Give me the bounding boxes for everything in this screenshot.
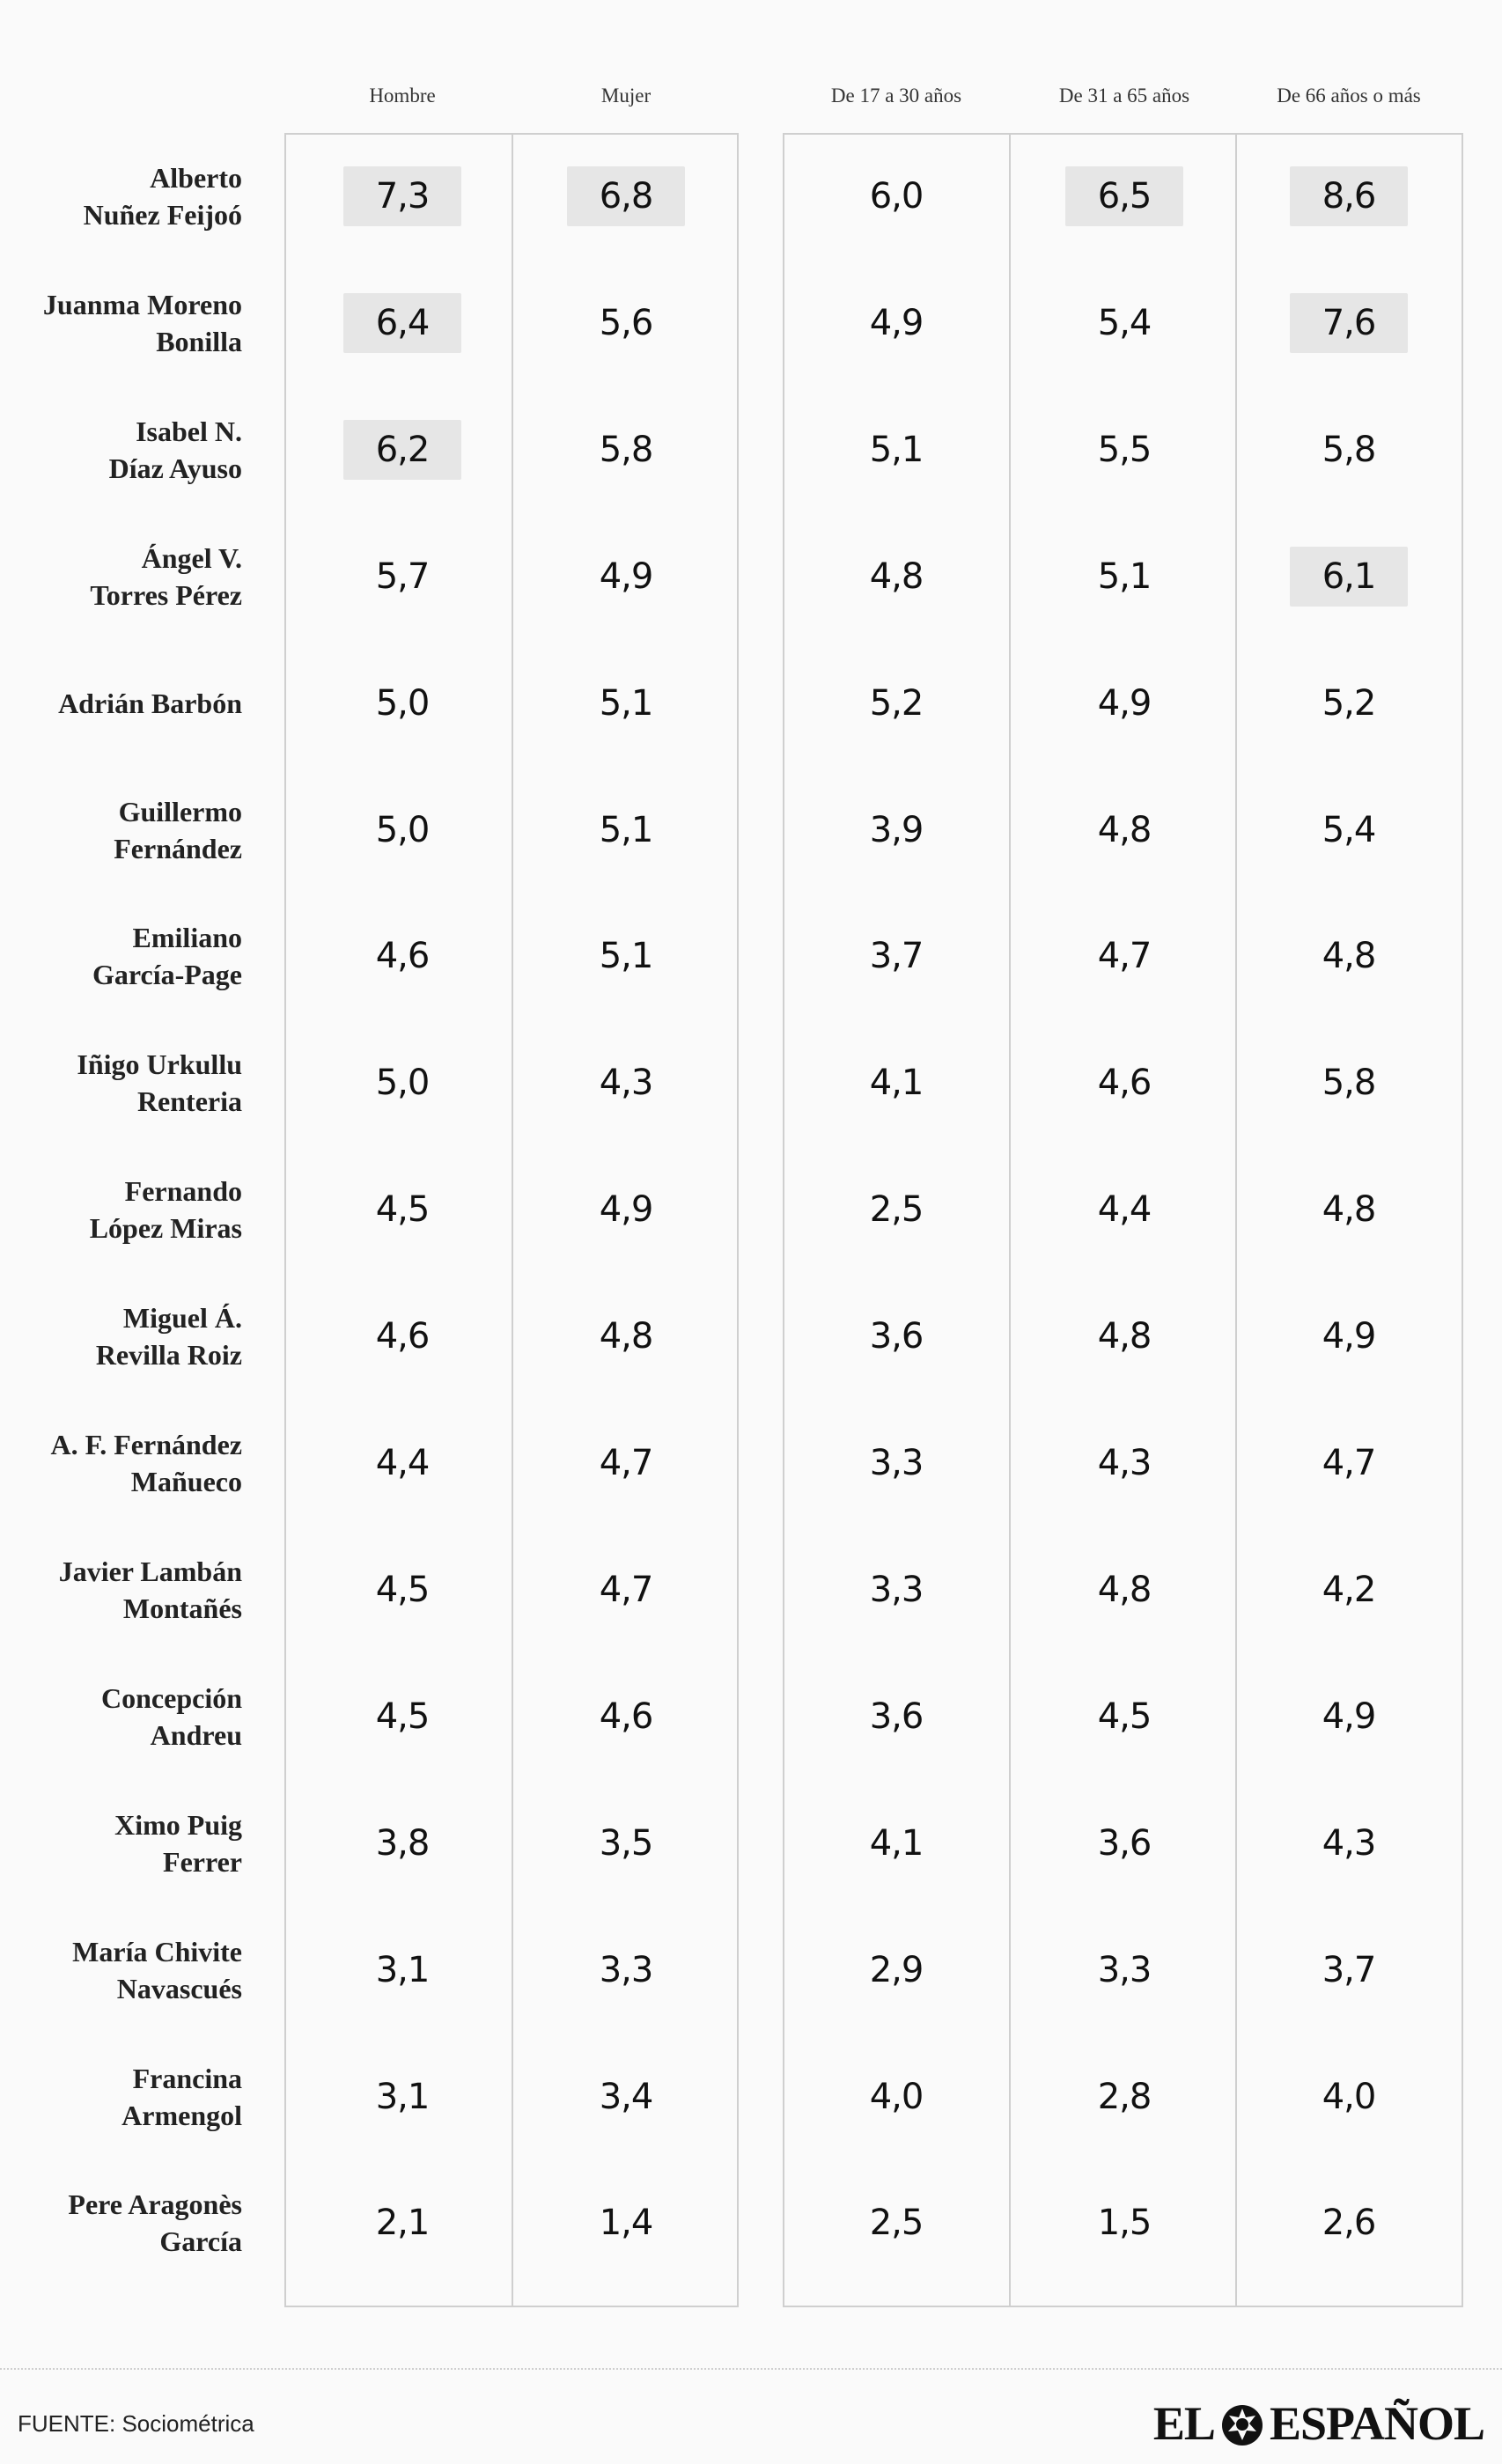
column-header: De 66 años o más (1277, 85, 1421, 107)
rating-cell: 4,5 (375, 1569, 430, 1610)
politician-name (0, 152, 242, 240)
politician-name-line: Guillermo (118, 795, 242, 827)
politician-name-line: Emiliano (132, 922, 242, 954)
rating-cell: 4,5 (1097, 1695, 1152, 1737)
rating-cell: 4,8 (869, 555, 924, 597)
rating-cell: 3,7 (1322, 1949, 1376, 1990)
rating-cell-highlighted: 7,6 (1290, 293, 1408, 353)
rating-cell: 4,1 (869, 1063, 924, 1104)
column-header: De 17 a 30 años (830, 85, 962, 107)
politician-name (0, 533, 242, 621)
rating-cell: 4,6 (375, 1316, 430, 1357)
politician-name-line: Renteria (136, 1085, 242, 1118)
rating-cell: 5,4 (1097, 302, 1152, 343)
rating-cell: 5,8 (1322, 1063, 1376, 1104)
rating-cell: 5,7 (375, 555, 430, 597)
rating-cell: 3,8 (375, 1822, 430, 1864)
politician-name (0, 406, 242, 494)
politician-name-line: Díaz Ayuso (108, 452, 242, 484)
rating-cell: 2,5 (869, 1189, 924, 1231)
rating-cell: 4,4 (375, 1443, 430, 1483)
rating-cell: 4,9 (1322, 1316, 1376, 1357)
politician-name-line: Revilla Roiz (95, 1339, 242, 1372)
rating-cell: 5,0 (375, 809, 430, 850)
rating-cell-highlighted: 7,3 (343, 166, 461, 226)
rating-cell: 4,9 (1322, 1695, 1376, 1737)
politician-name (0, 1039, 242, 1127)
politician-name-line: Francina (132, 2062, 242, 2094)
politician-name-line: Montañés (122, 1592, 242, 1624)
politician-name-line: Navascués (116, 1972, 242, 2004)
rating-cell: 5,1 (869, 429, 924, 470)
rating-cell: 3,3 (869, 1443, 924, 1483)
source-note: FUENTE: Sociométrica (18, 2410, 254, 2437)
rating-cell: 4,9 (1097, 682, 1152, 724)
rating-cell: 4,2 (1322, 1569, 1376, 1610)
rating-cell: 4,7 (599, 1443, 653, 1483)
politician-name (0, 912, 242, 1000)
rating-cell: 2,6 (1322, 2203, 1376, 2244)
politician-name-line: Ximo Puig (114, 1808, 242, 1841)
rating-cell: 3,9 (869, 809, 924, 850)
rating-cell: 4,9 (599, 555, 653, 597)
rating-cell: 4,6 (375, 936, 430, 977)
rating-cell: 4,6 (1097, 1063, 1152, 1104)
column-header: Hombre (369, 85, 436, 107)
rating-cell: 4,1 (869, 1822, 924, 1864)
rating-cell: 4,7 (1097, 936, 1152, 977)
rating-cell: 5,5 (1097, 429, 1152, 470)
politician-name-line: María Chivite (72, 1935, 242, 1968)
politician-name (0, 1926, 242, 2014)
politician-name (0, 2053, 242, 2141)
politician-name-line: Andreu (150, 1718, 242, 1751)
politician-name (0, 1673, 242, 1761)
politician-name-line: Alberto (150, 162, 242, 194)
rating-cell: 3,4 (599, 2076, 653, 2117)
rating-cell: 5,0 (375, 682, 430, 724)
politician-name (0, 786, 242, 874)
politician-name-line: Miguel Á. (122, 1302, 242, 1335)
rating-cell-highlighted: 6,1 (1290, 547, 1408, 607)
rating-cell: 3,7 (869, 936, 924, 977)
politician-name-line: García-Page (92, 959, 242, 991)
politician-name-line: López Miras (89, 1212, 242, 1245)
rating-cell: 5,8 (599, 429, 653, 470)
column-header: De 31 a 65 años (1058, 85, 1190, 107)
politician-name-line: Torres Pérez (90, 578, 242, 611)
politician-name (0, 279, 242, 367)
rating-cell: 2,5 (869, 2203, 924, 2244)
rating-cell: 5,1 (599, 809, 653, 850)
rating-cell: 3,1 (375, 1949, 430, 1990)
politician-name-line: Pere Aragonès (68, 2188, 242, 2221)
politician-name-line: Concepción (101, 1681, 242, 1714)
politician-name-line: Fernández (114, 832, 242, 864)
rating-cell-highlighted: 6,8 (567, 166, 685, 226)
rating-cell: 4,0 (1322, 2076, 1376, 2117)
age-divider-1 (1009, 133, 1011, 2307)
rating-cell: 3,6 (869, 1316, 924, 1357)
column-header: Mujer (600, 85, 652, 107)
lion-icon (1219, 2400, 1266, 2447)
rating-cell: 5,2 (1322, 682, 1376, 724)
rating-cell: 5,0 (375, 1063, 430, 1104)
politician-name-line: Ángel V. (141, 541, 242, 574)
politician-name-line: Fernando (124, 1175, 242, 1208)
age-divider-2 (1235, 133, 1237, 2307)
rating-cell: 3,3 (1097, 1949, 1152, 1990)
rating-cell: 4,7 (599, 1569, 653, 1610)
rating-cell-highlighted: 6,4 (343, 293, 461, 353)
rating-cell: 5,1 (599, 682, 653, 724)
rating-cell: 4,6 (599, 1695, 653, 1737)
rating-cell: 4,8 (1097, 1569, 1152, 1610)
rating-cell: 4,3 (599, 1063, 653, 1104)
footer-divider (0, 2368, 1502, 2370)
rating-cell: 4,8 (1097, 809, 1152, 850)
rating-cell: 3,6 (1097, 1822, 1152, 1864)
politician-name-line: Adrián Barbón (58, 687, 242, 719)
gender-divider (512, 133, 513, 2307)
politician-name-line: Bonilla (156, 325, 242, 357)
rating-cell: 4,4 (1097, 1189, 1152, 1231)
politician-name (0, 2179, 242, 2267)
politician-name-line: Juanma Moreno (42, 288, 242, 320)
rating-cell: 2,1 (375, 2203, 430, 2244)
logo-text-right: ESPAÑOL (1269, 2397, 1484, 2450)
rating-cell: 3,5 (599, 1822, 653, 1864)
rating-cell: 2,9 (869, 1949, 924, 1990)
rating-cell: 4,3 (1097, 1443, 1152, 1483)
politician-name-line: García (159, 2225, 242, 2258)
rating-cell: 4,8 (1322, 1189, 1376, 1231)
rating-cell: 1,5 (1097, 2203, 1152, 2244)
rating-cell: 4,8 (1322, 936, 1376, 977)
logo-text-left: EL (1152, 2397, 1215, 2450)
rating-cell: 3,1 (375, 2076, 430, 2117)
el-espanol-logo (1153, 2396, 1484, 2451)
politician-name-line: A. F. Fernández (50, 1429, 242, 1460)
politician-name-line: Mañueco (130, 1466, 242, 1497)
rating-cell-highlighted: 8,6 (1290, 166, 1408, 226)
rating-cell: 4,7 (1322, 1443, 1376, 1483)
rating-cell: 4,0 (869, 2076, 924, 2117)
rating-cell: 5,1 (599, 936, 653, 977)
rating-cell-highlighted: 6,2 (343, 420, 461, 480)
rating-cell: 4,9 (869, 302, 924, 343)
rating-cell-highlighted: 6,5 (1065, 166, 1183, 226)
rating-cell: 3,6 (869, 1695, 924, 1737)
rating-cell: 2,8 (1097, 2076, 1152, 2117)
rating-cell: 4,3 (1322, 1822, 1376, 1864)
politician-name (0, 659, 242, 747)
politician-name (0, 1546, 242, 1634)
rating-cell: 5,2 (869, 682, 924, 724)
rating-cell: 5,6 (599, 302, 653, 343)
rating-cell: 5,4 (1322, 809, 1376, 850)
rating-cell: 4,8 (599, 1316, 653, 1357)
politician-name-line: Iñigo Urkullu (77, 1048, 242, 1081)
rating-cell: 6,0 (869, 176, 924, 217)
rating-cell: 4,5 (375, 1189, 430, 1231)
politician-name-line: Armengol (121, 2099, 242, 2131)
politician-name (0, 1166, 242, 1254)
rating-cell: 1,4 (599, 2203, 653, 2244)
politician-name-line: Isabel N. (136, 415, 242, 447)
rating-cell: 3,3 (599, 1949, 653, 1990)
politician-name (0, 1292, 242, 1380)
rating-cell: 5,1 (1097, 555, 1152, 597)
politician-name (0, 1799, 242, 1887)
politician-name-line: Javier Lambán (58, 1555, 242, 1587)
rating-cell: 5,8 (1322, 429, 1376, 470)
rating-cell: 4,9 (599, 1189, 653, 1231)
rating-cell: 4,8 (1097, 1316, 1152, 1357)
politician-name-line: Ferrer (163, 1845, 242, 1878)
politician-name (0, 1419, 242, 1507)
politician-name-line: Nuñez Feijoó (83, 199, 242, 231)
rating-cell: 3,3 (869, 1569, 924, 1610)
rating-cell: 4,5 (375, 1695, 430, 1737)
